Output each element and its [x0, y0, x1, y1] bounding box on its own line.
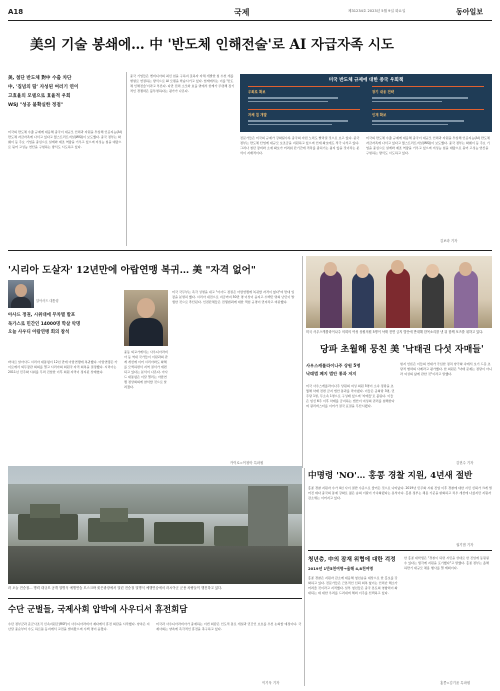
- headline-youth: 청년층, 中의 잠재 위협에 대한 걱정: [308, 557, 396, 563]
- headline-hongkong: 中명령 'NO'… 홍콩 경찰 지원, 4년새 절반: [308, 471, 473, 481]
- story3-kicker: 사우스캐롤라이나주 상원 5명 낙태법 폐지 법안 통과 저지: [306, 363, 361, 377]
- parade-photo: [8, 466, 302, 584]
- col-divider: [126, 72, 127, 246]
- info-cell-label: 자체 칩 개발: [248, 113, 267, 117]
- story6-byline: 홍콩=김기윤 특파원: [440, 681, 471, 685]
- info-cell: [372, 86, 484, 104]
- info-cell: [248, 86, 360, 104]
- story6-sub: 2019년 1만5천여명→올해 4,8천여명: [308, 566, 374, 571]
- info-cell-label: 우회로 확보: [248, 90, 266, 94]
- section-rule: [308, 550, 492, 551]
- masthead-rule: [8, 20, 492, 21]
- story2-byline: 카이로=이청아 특파원: [230, 461, 264, 465]
- info-box-title: 미국 반도체 규제에 대한 중국 우회책: [328, 78, 404, 83]
- story5-byline: 권기범 기자: [456, 543, 474, 547]
- story5-body: 홍콩 경찰 지원자 수가 4년 사이 절반 수준으로 줄어든 것으로 나타났다. 2019년 민주화 시위 진압 이후 경찰에 대한 시민 신뢰가 크게 떨어진 데다 중국의 통제 강화로 젊은 층의 이탈이 가속화됐다는 분석이다. 홍콩 정부는 채용 기준을 완화하고 처우 개선에 나섰지만 지원자 감소세는 이어지고 있다.: [308, 486, 492, 500]
- story1-body-right: 전문가들은 미국의 규제가 강화될수록 중국의 자립 노력도 빨라질 것으로 보고 있다. 중국 정부는 반도체 산업에 대규모 보조금을 지원하고 있으며 인재 확보에도 적극 나서고 있다. 그러나 첨단 장비와 소재 확보가 어려워 단기간에 격차를 좁히기는 쉽지 않을 것이라는 분석이 지배적이다.: [240, 136, 360, 155]
- info-cell-label: 인재 확보: [372, 113, 387, 117]
- story6-body-right: 한 홍콩 대학생은 "경찰이 되면 시민을 상대로 한 진압에 동원될 수 있다는 생각에 지원을 포기했다"고 말했다. 홍콩 정부는 올해 하반기 대규모 채용 행사를 열 계획이다.: [404, 556, 489, 570]
- story6-body: 홍콩 경찰은 지원자 감소에 대응해 청년층을 대상으로 한 홍보를 강화하고 있다. 전문가들은 근본적인 신뢰 회복 없이는 인력난 해소가 어려울 것이라고 지적했다. 일부 청년들은 중국 본토의 영향력이 확대되는 데 대한 우려를 드러내며 해외 이주를 선택하고 있다.: [308, 576, 398, 595]
- info-box: [240, 74, 492, 132]
- info-cell-label: 장기 대응 전략: [372, 90, 395, 94]
- story2-body-mid: 미국 국무부는 즉각 성명을 내고 "아사드 정권은 아랍연맹에 복귀할 자격이 없다"며 반대 입장을 분명히 했다. 시리아 내전으로 지금까지 50만 명 이상이 숨지고 수백만 명의 난민이 발생한 것으로 추산된다. 인권단체들은 전쟁범죄에 대한 책임 규명이 먼저라고 비판했다.: [172, 290, 295, 304]
- portrait-caption: 알아사드 대통령: [36, 299, 59, 303]
- col-divider: [302, 256, 303, 468]
- headline-main: 美의 기술 봉쇄에… 中 '반도체 인해전술'로 AI 자급자족 시도: [30, 37, 394, 53]
- col-divider: [304, 468, 305, 686]
- story2-kicker: 아사드 정권, 시위대에 무차별 발포 독가스로 민간인 14000명 학살 악명 오늘 사우디 아랍연맹 회의 참석: [8, 313, 81, 336]
- story3-body: 미국 사우스캐롤라이나주 상원의 여성 의원 5명이 소속 정당을 초월해 낙태 전면 금지 법안 통과를 막아냈다. 이들은 공화당 3명, 민주당 1명, 무소속 1명으로 구성돼 있으며 '자매들'로 불린다. 이들은 임신 6주 이후 낙태를 금지하는 법안이 여성의 권리를 침해한다며 필리버스터를 이어가 결국 표결을 무산시켰다.: [306, 384, 395, 408]
- page-number: A18: [8, 8, 24, 16]
- story4-body-mid: 미국과 사우디아라비아가 중재하는 이번 회담은 인도적 통로 개설과 민간인 보호를 우선 논의할 예정이다. 국제사회는 양측에 즉각적인 휴전을 촉구하고 있다.: [156, 622, 302, 631]
- headline-sisters: 당파 초월해 뭉친 美 '낙태권 다섯 자매들': [320, 345, 484, 355]
- story3-body-right: 현지 언론은 이들의 연대가 극심한 정치 양극화 속에서 보기 드문 초당적 협력의 사례라고 평가했다. 한 의원은 "낙태 문제는 정당이 아니라 여성의 삶에 관한 것"이라고 말했다.: [400, 362, 492, 376]
- story4-body-left: 수단 정부군과 준군사조직 신속지원군(RSF)이 사우디아라비아 제다에서 휴전 회담을 시작했다. 양측은 지난달 중순부터 수도 하르툼 등지에서 교전을 벌여왔으며 수백 명이 숨졌다.: [8, 622, 150, 631]
- info-cell: [372, 109, 484, 127]
- assad-portrait: [8, 280, 34, 308]
- issue-info: 제31234호 2023년 5월 9일 화요일: [348, 9, 406, 13]
- section-rule: [8, 598, 302, 599]
- story1-body-left: 미국의 반도체 수출 규제에 대응해 중국이 대규모 인력과 자원을 투입해 인공지능(AI) 반도체 자급자족에 나서고 있다고 월스트리트저널(WSJ)이 보도했다. 중국 정부는 화웨이 등 주요 기업을 중심으로 설계와 제조 역량을 키우고 있으며 저성능 칩을 대량으로 묶어 고성능 연산을 구현하는 방식도 시도하고 있다.: [8, 130, 122, 149]
- section-rule: [8, 250, 492, 251]
- story2-body-left: 바샤르 알아사드 시리아 대통령이 12년 만에 아랍연맹에 복귀했다. 아랍연맹은 카이로에서 외무장관 회의를 열고 시리아의 회원국 자격 회복을 결정했다. 시리아는 2011년 민주화 시위를 무력 진압한 이후 회원 자격이 정지된 상태였다.: [8, 360, 118, 374]
- senators-caption: 미국 사우스캐롤라이나주 의회의 여성 상원의원 5명이 낙태 전면 금지 법안에 반대해 한목소리를 낸 뒤 함께 포즈를 취하고 있다.: [306, 330, 484, 334]
- headline-sudan: 수단 군벌들, 국제사회 압박에 사우디서 휴전회담: [8, 604, 188, 614]
- story4-byline: 이기욱 기자: [262, 681, 280, 685]
- story1-body-mid: 중국 기업들은 엔비디아의 최신 칩을 구하지 못하자 자체 개발한 칩 수천 개를 병렬로 연결하는 방식으로 AI 모델을 학습시키고 있다. 업계에서는 이를 '반도체 인해전술'이라고 부른다. 다만 전력 소모와 효율 면에서 한계가 뚜렷해 장기적인 경쟁력은 불투명하다는 평가가 나온다.: [130, 74, 235, 93]
- story1-kicker: 美, 첨단 반도체 對中 수출 차단 中, '집념의 땀' 자성된 여러기 연이 고효율의 모델으로 효율적 우회 WSJ "성공 불확실한 정점": [8, 76, 79, 108]
- story1-byline: 김보라 기자: [440, 239, 458, 243]
- masthead: [8, 7, 492, 19]
- paper-name: 동아일보: [456, 7, 484, 16]
- story2-body-right: 중동 외교가에서는 사우디아라비아 등 역내 국가들이 이란과의 관계 개선에 이어 시리아와도 화해를 모색하면서 지역 질서가 재편되고 있다는 분석이 나온다. 아사드 대통령은 이달 열리는 아랍연맹 정상회의에 참석할 것으로 알려졌다.: [124, 350, 168, 389]
- senators-photo: [306, 256, 492, 328]
- parade-caption: 러 오늘 전승절… 병력 대규모 공개 열병식 예행연습 모스크바 붉은광장에서 열린 전승절 열병식 예행연습에서 러시아군 군용 차량들이 행진하고 있다.: [8, 586, 223, 590]
- story1-body-right-2: 미국의 반도체 수출 규제에 대응해 중국이 대규모 인력과 자원을 투입해 인공지능(AI) 반도체 자급자족에 나서고 있다고 월스트리트저널(WSJ)이 보도했다. 중국 정부는 화웨이 등 주요 기업을 중심으로 설계와 제조 역량을 키우고 있으며 저성능 칩을 대량으로 묶어 고성능 연산을 구현하는 방식도 시도하고 있다.: [366, 136, 490, 155]
- info-cell: [248, 109, 360, 127]
- headline-syria: '시리아 도살자' 12년만에 아랍연맹 복귀… 美 "자격 없어": [8, 265, 256, 276]
- story3-byline: 김현수 기자: [456, 461, 474, 465]
- assad-photo: [124, 290, 168, 346]
- section-name: 국제: [234, 8, 250, 17]
